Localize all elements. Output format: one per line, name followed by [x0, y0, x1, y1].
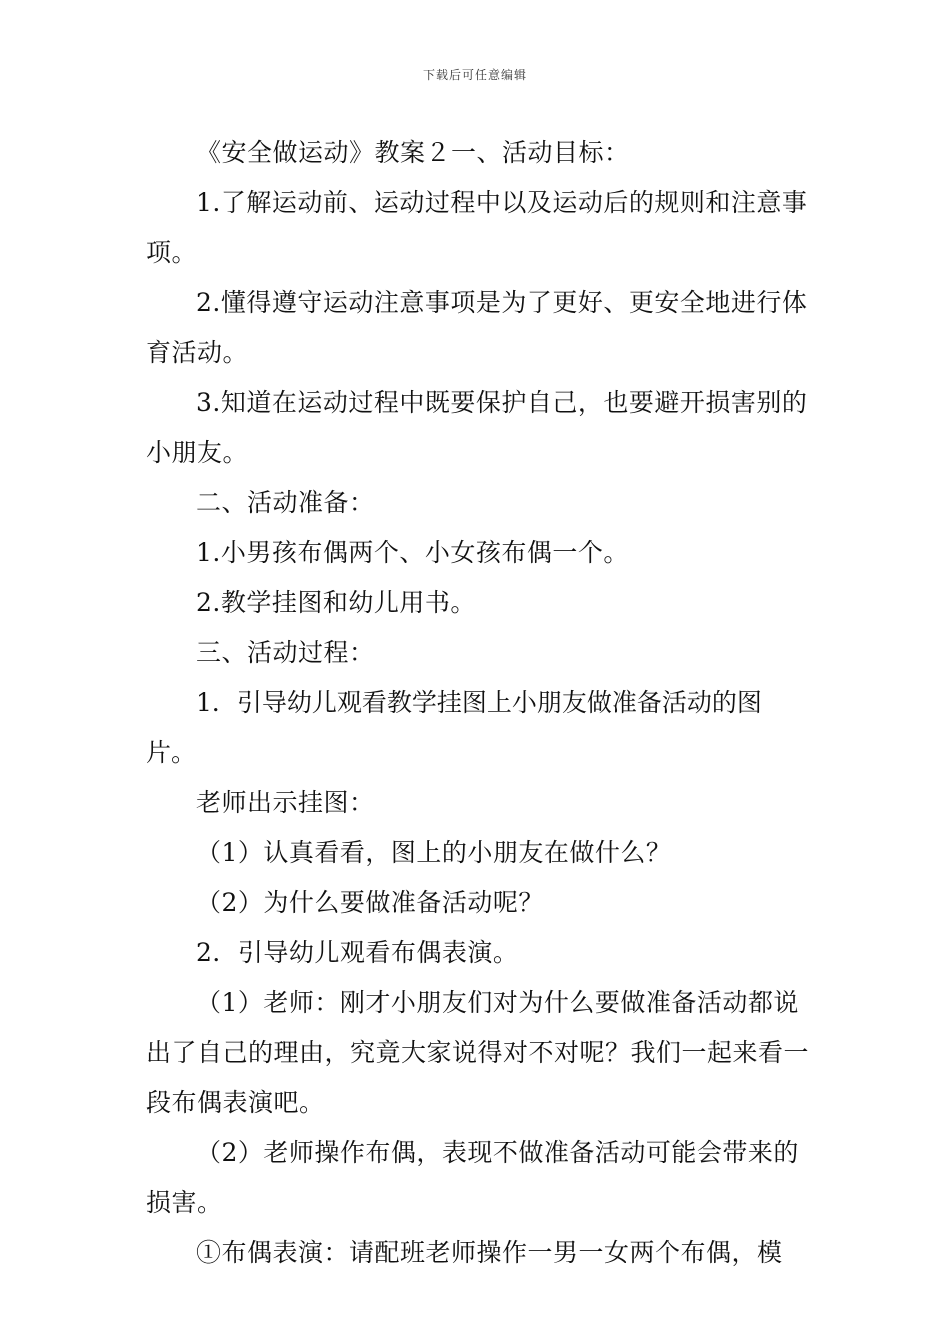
paragraph-objective-1: 1.了解运动前、运动过程中以及运动后的规则和注意事项。	[146, 188, 808, 267]
paragraph-objective-3: 3.知道在运动过程中既要保护自己，也要避开损害别的小朋友。	[146, 388, 808, 467]
paragraph-heading-preparation: 二、活动准备：	[196, 488, 375, 517]
header-note: 下载后可任意编辑	[422, 68, 527, 82]
paragraph-teacher-remark: （1）老师：刚才小朋友们对为什么要做准备活动都说出了自己的理由，究竟大家说得对不对呢？我们一起来看一段布偶表演吧。	[146, 988, 810, 1117]
paragraph-preparation-1: 1.小男孩布偶两个、小女孩布偶一个。	[196, 538, 629, 567]
paragraph-process-2: 2．引导幼儿观看布偶表演。	[196, 938, 519, 967]
document-body	[146, 128, 810, 1278]
paragraph-teacher-operates: （2）老师操作布偶，表现不做准备活动可能会带来的损害。	[146, 1138, 799, 1217]
paragraph-objective-2: 2.懂得遵守运动注意事项是为了更好、更安全地进行体育活动。	[146, 288, 808, 367]
paragraph-teacher-shows: 老师出示挂图：	[196, 788, 375, 817]
paragraph-title-objectives: 《安全做运动》教案２一、活动目标：	[196, 138, 630, 167]
paragraph-preparation-2: 2.教学挂图和幼儿用书。	[196, 588, 476, 617]
paragraph-question-2: （2）为什么要做准备活动呢？	[196, 888, 544, 917]
paragraph-puppet-show: ①布偶表演：请配班老师操作一男一女两个布偶，模	[196, 1238, 783, 1267]
paragraph-heading-process: 三、活动过程：	[196, 638, 375, 667]
paragraph-question-1: （1）认真看看，图上的小朋友在做什么？	[196, 838, 672, 867]
paragraph-process-1: 1．引导幼儿观看教学挂图上小朋友做准备活动的图片。	[146, 688, 762, 767]
